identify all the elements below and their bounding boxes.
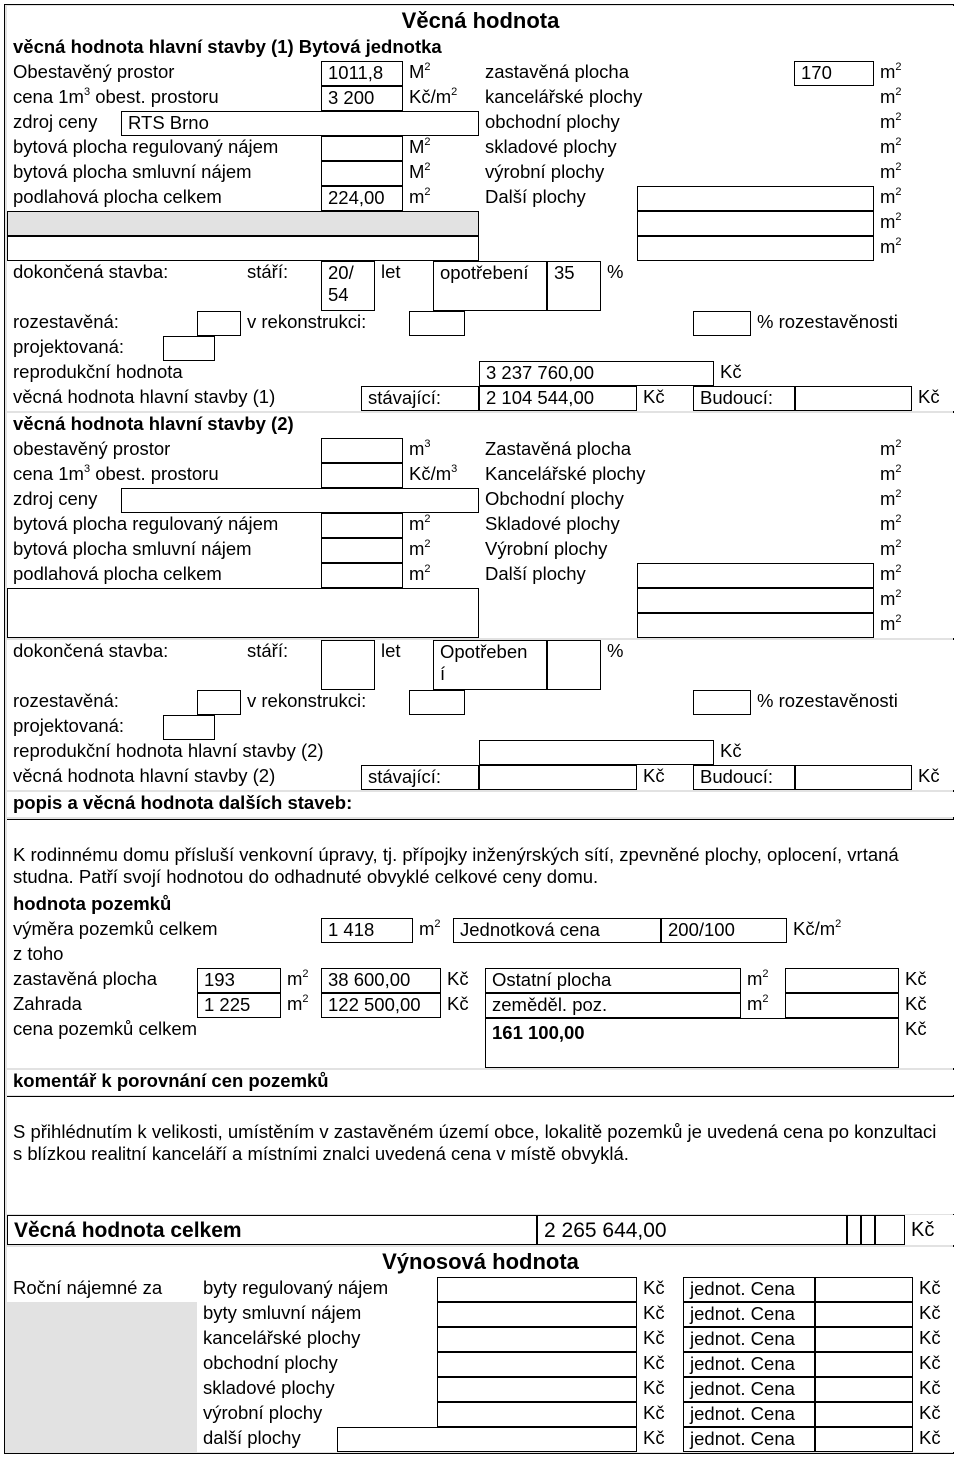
- byt-reg-unit: $M^2$: [403, 136, 479, 161]
- vynosova-row-kc: Kč: [637, 1302, 683, 1327]
- projektovana-value: [163, 336, 215, 361]
- cena-unit: $Kč/m^2$: [403, 86, 479, 111]
- dalsi-unit-2: $m^2$: [874, 211, 954, 236]
- vynosova-row-jednot-kc: Kč: [913, 1277, 954, 1302]
- s2-byt-smluv-label: bytová plocha smluvní nájem: [7, 538, 321, 563]
- s2-rozestavenosti-label: % rozestavěnosti: [751, 690, 954, 715]
- s2-dalsi-value-1: [637, 563, 874, 588]
- rekonstrukci-label: v rekonstrukci:: [241, 311, 409, 336]
- vyrobni-label: výrobní plochy: [479, 161, 874, 186]
- s1-row-reprodukcni: [7, 361, 954, 386]
- celkem-row: [7, 1215, 954, 1245]
- s2-zdroj-label: zdroj ceny: [7, 488, 121, 513]
- obestaveny-value: 1011,8: [321, 61, 403, 86]
- s1-row-byt-smluv: [7, 161, 954, 186]
- vynosova-row-kc: Kč: [637, 1377, 683, 1402]
- s2-byt-smluv-value: [321, 538, 403, 563]
- s2-kancelarske-label: Kancelářské plochy: [479, 463, 874, 488]
- vynosova-row-jednot-value: [815, 1427, 913, 1452]
- z-toho-label: z toho: [7, 943, 954, 968]
- vynosova-row-jednot-label: jednot. Cena: [683, 1277, 815, 1302]
- kancelarske-label: kancelářské plochy: [479, 86, 794, 111]
- s2-zdroj-value: [121, 488, 479, 513]
- s2-opotrebeni-value: [547, 640, 601, 690]
- celkem-value: 2 265 644,00: [537, 1215, 847, 1245]
- page-title: Věcná hodnota: [7, 6, 954, 36]
- skladove-unit: $m^2$: [874, 136, 954, 161]
- zahrada-label: Zahrada: [7, 993, 197, 1018]
- vynosova-row-jednot-value: [815, 1352, 913, 1377]
- vynosova-row-jednot-kc: Kč: [913, 1327, 954, 1352]
- s2-opotrebeni-pct: %: [601, 640, 954, 690]
- opotrebeni-value: 35: [547, 261, 601, 311]
- vynosova-row-jednot-kc: Kč: [913, 1377, 954, 1402]
- pozemky-row-vymera: [7, 918, 954, 943]
- vynosova-row-jednot-value: [815, 1302, 913, 1327]
- vynosova-row-value: [437, 1327, 637, 1352]
- kancelarske-value: [794, 86, 874, 111]
- s2-rozestavenosti-value: [693, 690, 751, 715]
- s2-budouci-label: Budoucí:: [693, 765, 795, 790]
- zemedel-unit: $m^2$: [741, 993, 785, 1018]
- zastavena-unit: $m^2$: [874, 61, 954, 86]
- s2-let-label: let: [375, 640, 433, 690]
- vynosova-row-jednot-label: jednot. Cena: [683, 1302, 815, 1327]
- s2-dalsi-unit-3: $m^2$: [874, 613, 954, 638]
- obchodni-label: obchodní plochy: [479, 111, 874, 136]
- s2-obestaveny-value: [321, 438, 403, 463]
- budouci-unit: Kč: [912, 386, 954, 411]
- s2-rozestavena-label: rozestavěná:: [7, 690, 197, 715]
- vynosova-row-jednot-kc: Kč: [913, 1352, 954, 1377]
- s1-row-rozestavena: [7, 311, 954, 336]
- s2-row-podlahova: [7, 563, 954, 588]
- dalsi-heading-row: [7, 792, 954, 817]
- s2-rekonstrukci-label: v rekonstrukci:: [241, 690, 409, 715]
- rocni-blank: [7, 1302, 197, 1452]
- s2-dalsi-value-2: [637, 588, 874, 613]
- s2-cena-unit: $Kč/m^3$: [403, 463, 479, 488]
- komentar-heading-row: [7, 1070, 954, 1095]
- obestaveny-label: Obestavěný prostor: [7, 61, 321, 86]
- vynosova-row-label: obchodní plochy: [197, 1352, 437, 1377]
- vynosova-row: [197, 1327, 954, 1352]
- vynosova-table: [7, 1277, 954, 1452]
- jednotkova-value: 200/100: [661, 918, 787, 943]
- dalsi-label: Další plochy: [479, 186, 637, 211]
- extra-label-space: [479, 211, 637, 261]
- vyrobni-unit: $m^2$: [874, 161, 954, 186]
- vynosova-row: [197, 1377, 954, 1402]
- s1-row-cena: [7, 86, 954, 111]
- s2-row-byt-reg: [7, 513, 954, 538]
- byt-reg-value: [321, 136, 403, 161]
- s2-rekonstrukci-space: [465, 690, 693, 715]
- vynosova-row: [197, 1277, 954, 1302]
- obchodni-unit: $m^2$: [874, 111, 954, 136]
- dalsi-value-2: [637, 211, 874, 236]
- vymera-unit: $m^2$: [413, 918, 453, 943]
- s2-row-obestaveny: [7, 438, 954, 463]
- pz-celkem-label: cena pozemků celkem: [7, 1018, 485, 1068]
- s2-stavajici-value: [479, 765, 637, 790]
- s2-projektovana-value: [163, 715, 215, 740]
- s2-dalsi-unit-2: $m^2$: [874, 588, 954, 613]
- rocni-label: Roční nájemné za: [7, 1277, 197, 1302]
- komentar-heading: komentář k porovnání cen pozemků: [7, 1070, 954, 1095]
- s2-byt-smluv-unit: $m^2$: [403, 538, 479, 563]
- s2-rozestavena-value: [197, 690, 241, 715]
- rekonstrukci-space: [465, 311, 693, 336]
- dalsi-value-1: [637, 186, 874, 211]
- s2-row-cena: [7, 463, 954, 488]
- pz-zastavena-price: 38 600,00: [321, 968, 441, 993]
- s1-row-podlahova: [7, 186, 954, 211]
- s1-row-byt-reg: [7, 136, 954, 161]
- s2-row-zdroj: [7, 488, 954, 513]
- s2-obchodni-label: Obchodní plochy: [479, 488, 874, 513]
- vynosova-row-jednot-value: [815, 1377, 913, 1402]
- s2-projektovana-label: projektovaná:: [7, 715, 163, 740]
- s2-skladove-label: Skladové plochy: [479, 513, 874, 538]
- s1-row-obestaveny: [7, 61, 954, 86]
- s2-podlahova-unit: $m^2$: [403, 563, 479, 588]
- jednotkova-unit: $Kč/m^2$: [787, 918, 954, 943]
- vynosova-row-jednot-kc: Kč: [913, 1302, 954, 1327]
- vymera-value: 1 418: [321, 918, 413, 943]
- s2-dokoncena-label: dokončená stavba:: [7, 640, 241, 690]
- vynosova-row: [197, 1427, 954, 1452]
- zahrada-price: 122 500,00: [321, 993, 441, 1018]
- s2-obestaveny-unit: $m^3$: [403, 438, 479, 463]
- budouci-label: Budoucí:: [693, 386, 795, 411]
- reprodukcni-value: 3 237 760,00: [479, 361, 714, 386]
- vynosova-row-label: skladové plochy: [197, 1377, 437, 1402]
- vynosova-row-value: [437, 1302, 637, 1327]
- s2-skladove-unit: $m^2$: [874, 513, 954, 538]
- zahrada-kc: Kč: [441, 993, 485, 1018]
- vynosova-row-jednot-value: [815, 1402, 913, 1427]
- s2-rekonstrukci-value: [409, 690, 465, 715]
- byt-reg-label: bytová plocha regulovaný nájem: [7, 136, 321, 161]
- dalsi-heading: popis a věcná hodnota dalších staveb:: [7, 792, 954, 817]
- cena-label: cena $1m^3$ obest. prostoru: [7, 86, 321, 111]
- vynosova-row: [197, 1302, 954, 1327]
- vynosova-row-jednot-label: jednot. Cena: [683, 1377, 815, 1402]
- zemedel-kc: Kč: [899, 993, 954, 1018]
- cena-value: 3 200: [321, 86, 403, 111]
- extra-field-2: [7, 236, 479, 261]
- rozestavenosti-label: % rozestavěnosti: [751, 311, 954, 336]
- pozemky-row-zastavena: [7, 968, 954, 993]
- s2-cena-value: [321, 463, 403, 488]
- s1-row-zdroj: [7, 111, 954, 136]
- opotrebeni-pct: %: [601, 261, 954, 311]
- s2-obestaveny-label: obestavěný prostor: [7, 438, 321, 463]
- zahrada-unit: $m^2$: [281, 993, 321, 1018]
- s2-row-rozestavena: [7, 690, 954, 715]
- celkem-cell-2: [861, 1215, 875, 1245]
- s2-stari-label: stáří:: [241, 640, 321, 690]
- stavajici-label: stávající:: [361, 386, 479, 411]
- s2-stari-value: [321, 640, 375, 690]
- budouci-value: [795, 386, 912, 411]
- s2-vyrobni-label: Výrobní plochy: [479, 538, 874, 563]
- s2-podlahova-label: podlahová plocha celkem: [7, 563, 321, 588]
- vynosova-row-value: [437, 1352, 637, 1377]
- pz-celkem-value: 161 100,00: [485, 1018, 899, 1068]
- s2-byt-reg-unit: $m^2$: [403, 513, 479, 538]
- vynosova-row-label: kancelářské plochy: [197, 1327, 437, 1352]
- zdroj-value: RTS Brno: [121, 111, 479, 136]
- projektovana-space: [215, 336, 954, 361]
- ostatni-label: Ostatní plocha: [485, 968, 741, 993]
- pz-zastavena-label: zastavěná plocha: [7, 968, 197, 993]
- vynosova-row-value: [437, 1277, 637, 1302]
- vynosova-row-jednot-value: [815, 1277, 913, 1302]
- rozestavena-value: [197, 311, 241, 336]
- s2-dalsi-unit-1: $m^2$: [874, 563, 954, 588]
- pz-zastavena-unit: $m^2$: [281, 968, 321, 993]
- s2-row-vecna: [7, 765, 954, 790]
- title-row: [7, 6, 954, 36]
- s2-obchodni-unit: $m^2$: [874, 488, 954, 513]
- pozemky-heading: hodnota pozemků: [7, 893, 954, 918]
- pz-zastavena-kc: Kč: [441, 968, 485, 993]
- opotrebeni-label: opotřebení: [433, 261, 547, 311]
- stari-label: stáří:: [241, 261, 321, 311]
- pz-zastavena-area: 193: [197, 968, 281, 993]
- byt-smluv-value: [321, 161, 403, 186]
- jednotkova-label: Jednotková cena: [453, 918, 661, 943]
- skladove-label: skladové plochy: [479, 136, 874, 161]
- stavajici-unit: Kč: [637, 386, 693, 411]
- vynosova-row-label: byty regulovaný nájem: [197, 1277, 437, 1302]
- vynosova-row-kc: Kč: [637, 1402, 683, 1427]
- ostatni-price: [785, 968, 899, 993]
- s2-vecna-label: věcná hodnota hlavní stavby (2): [7, 765, 361, 790]
- vynosova-row-value: [437, 1402, 637, 1427]
- s2-extra-space: [479, 588, 637, 638]
- celkem-cell-1: [847, 1215, 861, 1245]
- vynosova-row-label: výrobní plochy: [197, 1402, 437, 1427]
- s2-row-dokoncena: [7, 640, 954, 690]
- pozemky-heading-row: [7, 893, 954, 918]
- vynosova-row-kc: Kč: [637, 1352, 683, 1377]
- s2-zastavena-label: Zastavěná plocha: [479, 438, 874, 463]
- s1-row-projektovana: [7, 336, 954, 361]
- s2-zastavena-unit: $m^2$: [874, 438, 954, 463]
- pz-celkem-kc: Kč: [899, 1018, 954, 1068]
- rozestavena-label: rozestavěná:: [7, 311, 197, 336]
- dalsi-unit-3: $m^2$: [874, 236, 954, 261]
- zahrada-area: 1 225: [197, 993, 281, 1018]
- ostatni-kc: Kč: [899, 968, 954, 993]
- dalsi-text: K rodinnému domu přísluší venkovní úpravy, tj. přípojky inženýrských sítí, zpevněné plochy, oplocení, vrtaná studna. Patří svojí hodnotou do odhadnuté obvyklé celkové ceny domu.: [13, 844, 899, 887]
- vynosova-row-kc: Kč: [637, 1327, 683, 1352]
- obestaveny-unit: $M^2$: [403, 61, 479, 86]
- s2-heading-row: [7, 413, 954, 438]
- s2-byt-reg-value: [321, 513, 403, 538]
- vynosova-row-value: [437, 1377, 637, 1402]
- vecna-label: věcná hodnota hlavní stavby (1): [7, 386, 361, 411]
- zdroj-label: zdroj ceny: [7, 111, 121, 136]
- stavajici-value: 2 104 544,00: [479, 386, 637, 411]
- vymera-label: výměra pozemků celkem: [7, 918, 321, 943]
- vynosova-row-jednot-label: jednot. Cena: [683, 1402, 815, 1427]
- vynosova-row-jednot-label: jednot. Cena: [683, 1327, 815, 1352]
- stari-value: 20/ 54: [321, 261, 375, 311]
- celkem-label: Věcná hodnota celkem: [7, 1215, 537, 1245]
- komentar-text: S přihlédnutím k velikosti, umístěním v zastavěném území obce, lokalitě pozemků je uvedená cena po konzultaci s blízkou realitní kanceláří a místními znalci uvedená cena v místě obvyklá.: [13, 1121, 937, 1164]
- s2-row-extra: [7, 588, 954, 638]
- s2-dalsi-value-3: [637, 613, 874, 638]
- s1-heading-row: [7, 36, 954, 61]
- ostatni-unit: $m^2$: [741, 968, 785, 993]
- podlahova-unit: $m^2$: [403, 186, 479, 211]
- s2-cena-label: cena $1m^3$ obest. prostoru: [7, 463, 321, 488]
- s2-row-reprodukcni: [7, 740, 954, 765]
- rozestavenosti-value: [693, 311, 751, 336]
- s2-reprodukcni-label: reprodukční hodnota hlavní stavby (2): [7, 740, 479, 765]
- s2-budouci-unit: Kč: [912, 765, 954, 790]
- celkem-kc: Kč: [905, 1215, 954, 1245]
- extra-field-1: [7, 211, 479, 236]
- s2-dalsi-label: Další plochy: [479, 563, 637, 588]
- zastavena-value: 170: [794, 61, 874, 86]
- reprodukcni-label: reprodukční hodnota: [7, 361, 479, 386]
- celkem-cell-3: [875, 1215, 905, 1245]
- vynosova-row-jednot-label: jednot. Cena: [683, 1352, 815, 1377]
- s1-row-extra: [7, 211, 954, 261]
- s2-extra-field: [7, 588, 479, 638]
- vynosova-row-jednot-kc: Kč: [913, 1427, 954, 1452]
- zemedel-price: [785, 993, 899, 1018]
- s1-row-vecna: [7, 386, 954, 411]
- let-label: let: [375, 261, 433, 311]
- projektovana-label: projektovaná:: [7, 336, 163, 361]
- s2-heading: věcná hodnota hlavní stavby (2): [7, 413, 954, 438]
- dalsi-text-box: [7, 819, 954, 893]
- dalsi-unit-1: $m^2$: [874, 186, 954, 211]
- s2-vyrobni-unit: $m^2$: [874, 538, 954, 563]
- s2-reprodukcni-unit: Kč: [714, 740, 954, 765]
- zastavena-label: zastavěná plocha: [479, 61, 794, 86]
- vynosova-title-row: [7, 1247, 954, 1277]
- vynosova-row-jednot-value: [815, 1327, 913, 1352]
- byt-smluv-label: bytová plocha smluvní nájem: [7, 161, 321, 186]
- s2-kancelarske-unit: $m^2$: [874, 463, 954, 488]
- dalsi-value-3: [637, 236, 874, 261]
- vynosova-row-kc: Kč: [637, 1427, 683, 1452]
- s2-opotrebeni-label: Opotřeben í: [433, 640, 547, 690]
- pozemky-row-z-toho: [7, 943, 954, 968]
- pozemky-row-zahrada: [7, 993, 954, 1018]
- s2-podlahova-value: [321, 563, 403, 588]
- rekonstrukci-value: [409, 311, 465, 336]
- s2-stavajici-unit: Kč: [637, 765, 693, 790]
- dokoncena-label: dokončená stavba:: [7, 261, 241, 311]
- s2-projektovana-space: [215, 715, 954, 740]
- vynosova-row: [197, 1352, 954, 1377]
- pozemky-row-celkem: [7, 1018, 954, 1068]
- s1-row-dokoncena: [7, 261, 954, 311]
- zemedel-label: zeměděl. poz.: [485, 993, 741, 1018]
- vynosova-row: [197, 1402, 954, 1427]
- vynosova-title: Výnosová hodnota: [7, 1247, 954, 1277]
- reprodukcni-unit: Kč: [714, 361, 954, 386]
- s2-row-byt-smluv: [7, 538, 954, 563]
- kancelarske-unit: $m^2$: [874, 86, 954, 111]
- komentar-text-box: [7, 1096, 954, 1214]
- s2-reprodukcni-value: [479, 740, 714, 765]
- vynosova-row-label: další plochy: [197, 1427, 337, 1452]
- vynosova-row-label: byty smluvní nájem: [197, 1302, 437, 1327]
- s2-stavajici-label: stávající:: [361, 765, 479, 790]
- vynosova-row-jednot-kc: Kč: [913, 1402, 954, 1427]
- podlahova-label: podlahová plocha celkem: [7, 186, 321, 211]
- vynosova-row-jednot-label: jednot. Cena: [683, 1427, 815, 1452]
- s1-heading: věcná hodnota hlavní stavby (1) Bytová jednotka: [7, 36, 954, 61]
- vynosova-row-kc: Kč: [637, 1277, 683, 1302]
- s2-row-projektovana: [7, 715, 954, 740]
- vynosova-row-value: [337, 1427, 637, 1452]
- podlahova-value: 224,00: [321, 186, 403, 211]
- s2-budouci-value: [795, 765, 912, 790]
- byt-smluv-unit: $M^2$: [403, 161, 479, 186]
- s2-byt-reg-label: bytová plocha regulovaný nájem: [7, 513, 321, 538]
